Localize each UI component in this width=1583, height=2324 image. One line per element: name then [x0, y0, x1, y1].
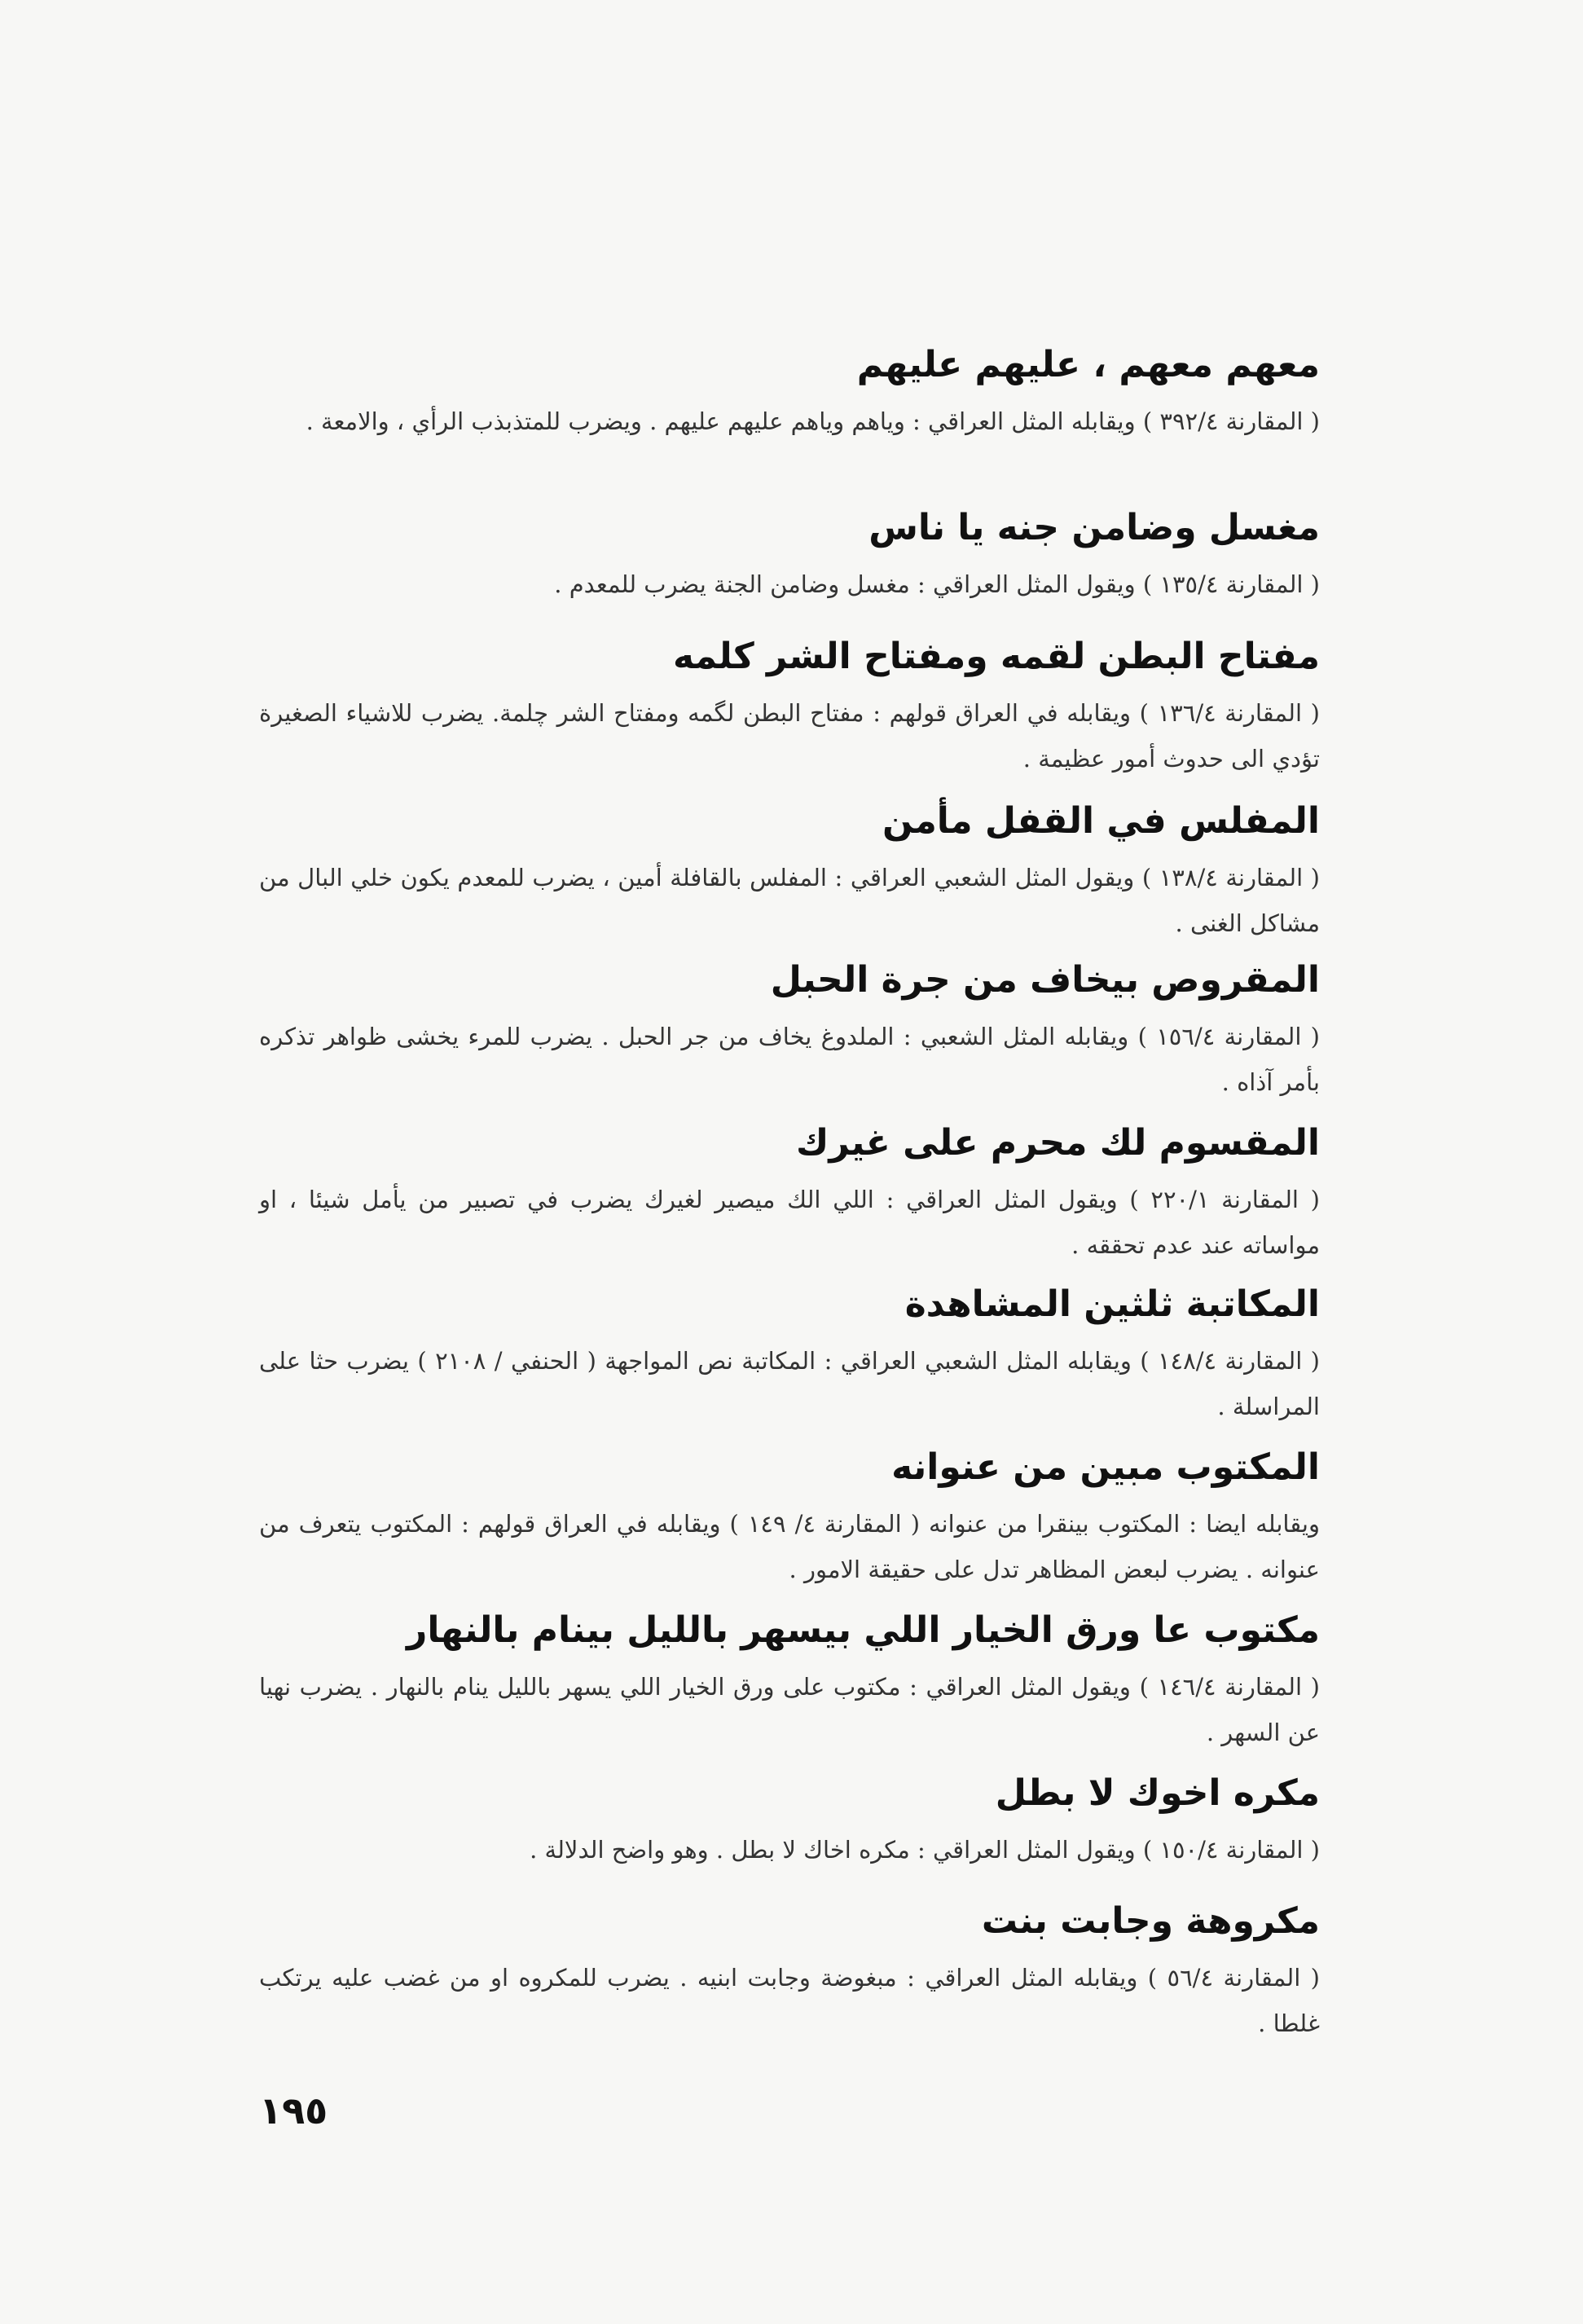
entry-text: ( المقارنة ١٤٦/٤ ) ويقول المثل العراقي : مكتوب على ورق الخيار اللي يسهر بالليل ينام بالنهار . يضرب نهيا عن السهر .	[259, 1673, 1320, 1746]
entry-title: مغسل وضامن جنه يا ناس	[868, 507, 1320, 548]
entry-text: ( المقارنة ٢٢٠/١ ) ويقول المثل العراقي : اللي الك ميصير لغيرك يضرب في تصبير من يأمل شيئا ، او مواساته عند عدم تحققه .	[259, 1186, 1320, 1259]
entry-text: ( المقارنة ٣٩٢/٤ ) ويقابله المثل العراقي : وياهم وياهم عليهم عليهم . ويضرب للمتذبذب الرأي ، والامعة .	[306, 407, 1320, 435]
entry-text: ويقابله ايضا : المكتوب بينقرا من عنوانه ( المقارنة ٤/ ١٤٩ ) ويقابله في العراق قولهم : المكتوب يتعرف من عنوانه . يضرب لبعض المظاهر تدل على حقيقة الامور .	[259, 1510, 1320, 1583]
entry-5	[259, 953, 1320, 1105]
entry-text: ( المقارنة ١٤٨/٤ ) ويقابله المثل الشعبي العراقي : المكاتبة نص المواجهة ( الحنفي / ٢١٠٨ ) يضرب حثا على المراسلة .	[259, 1347, 1320, 1420]
entry-title: مكروهة وجابت بنت	[981, 1900, 1320, 1942]
book-page	[259, 322, 1320, 2082]
entry-11	[259, 1895, 1320, 2046]
entry-title: المقسوم لك محرم على غيرك	[796, 1122, 1320, 1164]
entry-9	[259, 1604, 1320, 1755]
entry-title: المفلس في القفل مأمن	[882, 800, 1320, 842]
entry-4	[259, 794, 1320, 946]
entry-text: ( المقارنة ٥٦/٤ ) ويقابله المثل العراقي : مبغوضة وجابت ابنيه . يضرب للمكروه او من غضب عليه يرتكب غلطا .	[259, 1964, 1320, 2037]
entry-10	[259, 1767, 1320, 1873]
entry-text: ( المقارنة ١٣٨/٤ ) ويقول المثل الشعبي العراقي : المفلس بالقافلة أمين ، يضرب للمعدم يكون خلي البال من مشاكل الغنى .	[259, 864, 1320, 937]
entry-6	[259, 1116, 1320, 1268]
entry-text: ( المقارنة ١٣٥/٤ ) ويقول المثل العراقي : مغسل وضامن الجنة يضرب للمعدم .	[554, 570, 1320, 598]
entry-title: المكتوب مبين من عنوانه	[891, 1446, 1320, 1488]
entry-text: ( المقارنة ١٥٦/٤ ) ويقابله المثل الشعبي : الملدوغ يخاف من جر الحبل . يضرب للمرء يخشى ظواهر تذكره بأمر آذاه .	[259, 1023, 1321, 1096]
entry-title: مفتاح البطن لقمه ومفتاح الشر كلمه	[672, 636, 1320, 677]
entry-2	[259, 501, 1320, 607]
entry-3	[259, 630, 1320, 781]
entry-title: مكره اخوك لا بطل	[995, 1772, 1320, 1814]
entry-8	[259, 1441, 1320, 1592]
entry-title: المكاتبة ثلثين المشاهدة	[904, 1283, 1320, 1325]
entry-title: المقروص بيخاف من جرة الحبل	[770, 959, 1320, 1001]
entry-title: معهم معهم ، عليهم عليهم	[856, 344, 1320, 385]
entry-7	[259, 1278, 1320, 1429]
entry-text: ( المقارنة ١٣٦/٤ ) ويقابله في العراق قولهم : مفتاح البطن لگمه ومفتاح الشر چلمة. يضرب للاشياء الصغيرة تؤدي الى حدوث أمور عظيمة .	[259, 699, 1320, 772]
entry-text: ( المقارنة ١٥٠/٤ ) ويقول المثل العراقي : مكره اخاك لا بطل . وهو واضح الدلالة .	[530, 1836, 1320, 1864]
page-number: ١٩٥	[259, 2089, 328, 2133]
entry-title: مكتوب عا ورق الخيار اللي بيسهر بالليل بينام بالنهار	[406, 1609, 1320, 1651]
entry-1	[259, 338, 1320, 444]
